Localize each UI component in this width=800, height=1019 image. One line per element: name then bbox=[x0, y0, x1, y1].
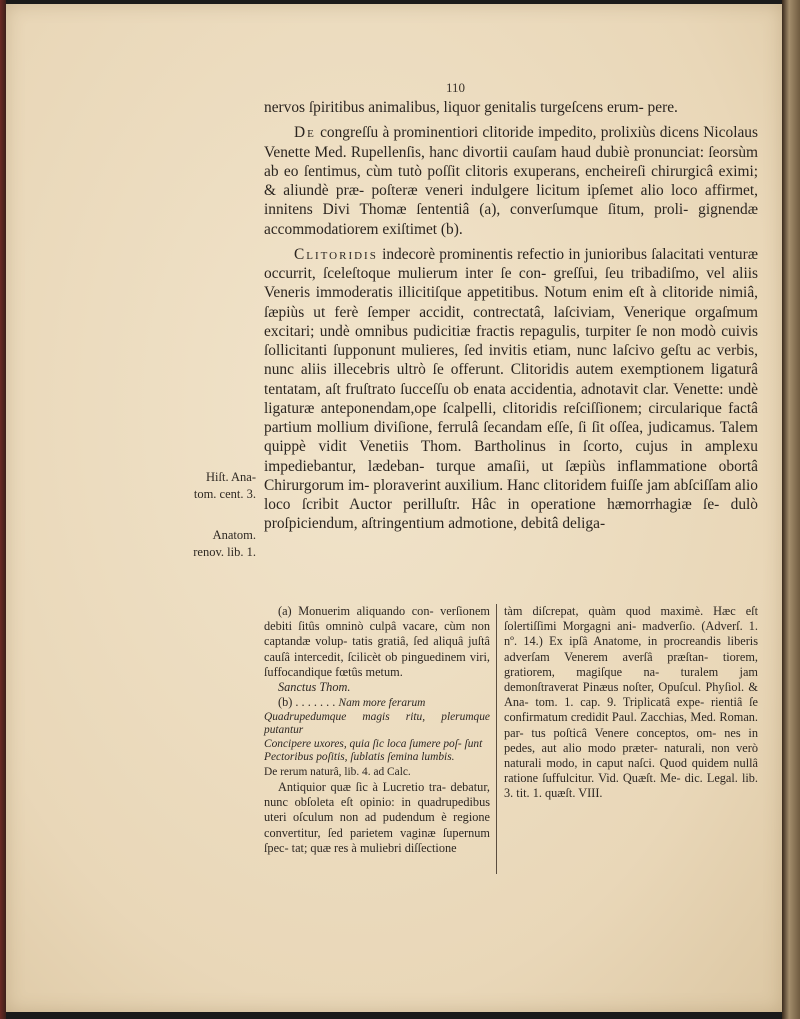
margin-note-anatom bbox=[166, 527, 256, 561]
footnote-a: (a) Monuerim aliquando con- verſionem debiti ſitûs omninò culpâ vacare, cùm non captandæ volup- tatis gratiâ, ſed aliquâ juſtâ cauſâ intercedit, ſcilicèt ob pinguedinem viri, ſuffocandique fœtûs metum. bbox=[264, 604, 490, 679]
footnote-b bbox=[264, 695, 490, 711]
paragraph-1-lead: De bbox=[294, 124, 316, 142]
paragraph-1 bbox=[264, 123, 758, 239]
footnotes-right-column bbox=[504, 604, 758, 802]
margin-note-hist-line2: tom. cent. 3. bbox=[193, 487, 256, 501]
paragraph-2 bbox=[264, 245, 758, 534]
book-spine bbox=[782, 0, 800, 1019]
footnote-column-divider bbox=[496, 604, 497, 874]
margin-note-anatom-line1: Anatom. bbox=[212, 528, 256, 542]
footnote-b-verse-3: Concipere uxores, quia ſic loca ſumere poſ- ſunt bbox=[264, 737, 483, 750]
footnote-a-source: Sanctus Thom. bbox=[278, 680, 351, 695]
paragraph-1-text: congreſſu à prominentiori clitoride impedito, prolixiùs dicens Nicolaus Venette Med. Rupellenſis, hanc divortii cauſam haud dubiè pronunciat: ſeorsùm ab eo ſentimus, cùm tutò poſſit clitoris exuperans, encheireſi chirurgicâ eximi; & aliundè præ- poſteræ veneri indulgere licitum ipſemet alio loco affirmet, innitens Divi Thomæ ſententiâ (a), converſumque ſitum, proli- gignendæ accommodatiorem exiſtimet (b). bbox=[264, 124, 758, 238]
footnote-b-source: De rerum naturâ, lib. 4. ad Calc. bbox=[264, 765, 411, 778]
footnotes-left-column bbox=[264, 604, 490, 856]
margin-note-anatom-line2: renov. lib. 1. bbox=[193, 545, 256, 559]
paragraph-2-lead: Clitoridis bbox=[294, 245, 378, 263]
paragraph-0: nervos ſpiritibus animalibus, liquor genitalis turgeſcens erum- pere. bbox=[264, 99, 678, 116]
margin-note-hist bbox=[166, 469, 256, 503]
footnote-b-verse-1: Nam more ferarum bbox=[338, 697, 426, 710]
footnote-c: Antiquior quæ ſic à Lucretio tra- debatur, nunc obſoleta eſt opinio: in quadrupedibus uteri oſculum non ad pudendum è regione convertitur, ſed parietem vaginæ ſupernum ſpec- tat; quæ res à muliebri diſſectione bbox=[264, 779, 490, 855]
footnote-b-verse-2: Quadrupedumque magis ritu, plerumque putantur bbox=[264, 710, 490, 737]
book-page bbox=[6, 4, 782, 1012]
footnote-b-marker: (b) . . . . . . . bbox=[278, 695, 336, 710]
footnote-continuation: tàm diſcrepat, quàm quod maximè. Hæc eſt ſolertiſſimi Morgagni ani- madverſio. (Adverſ. 1. nº. 14.) Ex ipſâ Anatome, in procreandis liberis adverſam Venerem averſâ præſtan- tiorem, gratiorem, magiſque na- turalem jam demonſtraverat Pinæus noſter, Opuſcul. Phyſiol. & Ana- tom. 1. cap. 9. Triplicatâ expe- rientiâ ſe confirmatum credidit Paul. Zacchias, Med. Roman. par- tus poſticâ Venere conceptos, om- nes in pedes, aut alio modo præter- naturali, non verò naturali modo, in caput naſci. Quod quidem nullâ ratione ſuffulcitur. Vid. Quæſt. Me- dic. Legal. lib. 3. tit. 1. quæſt. VIII. bbox=[504, 604, 758, 801]
main-text bbox=[264, 98, 758, 534]
paragraph-2-text: indecorè prominentis refectio in junioribus ſalacitati venturæ occurrit, ſceleſtoque mulierum inter ſe con- greſſui, ſeu tribadiſmo, vel aliis Veneris immoderatis illicitiſque appetitibus. Notum enim eſt à clitoride nimiâ, ſæpiùs ut ferè ſemper accidit, contrectatâ, laſciviam, Venerique orgaſmum excitari; undè omnibus pudicitiæ fractis repagulis, turpiter ſe non modò cuivis ſollicitanti ſupponunt mulieres, ſed invitis etiam, nunc laſcivo geſtu ac verbis, nunc aliis illecebris ultrò ſe offerunt. Clitoridis autem exemptionem ligaturâ tentatam, aſt fruſtrato ſucceſſu ob enata accidentia, adnotavit clar. Venette: undè ligaturæ anteponendam,ope ſcalpelli, clitoridis reſciſſionem; circularique factâ partium mollium diviſione, ferrulâ ſecandam eſſe, ſi ſit oſſea, judicamus. Talem quippè vidit Venetiis Thom. Bartholinus in ſcorto, cujus in amplexu impediebantur, lædeban- turque amaſii, ut ſæpiùs inflammatione obortâ Chirurgorum im- ploraverint auxilium. Hanc clitoridem fuiſſe jam abſciſſam alio loco ſcribit Auctor perilluſtr. Hâc in operatione hæmorrhagiæ ſe- dulò proſpiciendum, aſtringentium admotione, debitâ deliga- bbox=[264, 245, 758, 533]
footnote-b-verse-4: Pectoribus poſitis, ſublatis ſemina lumbis. bbox=[264, 751, 455, 764]
page-number: 110 bbox=[446, 80, 466, 95]
margin-note-hist-line1: Hiſt. Ana- bbox=[206, 470, 256, 484]
